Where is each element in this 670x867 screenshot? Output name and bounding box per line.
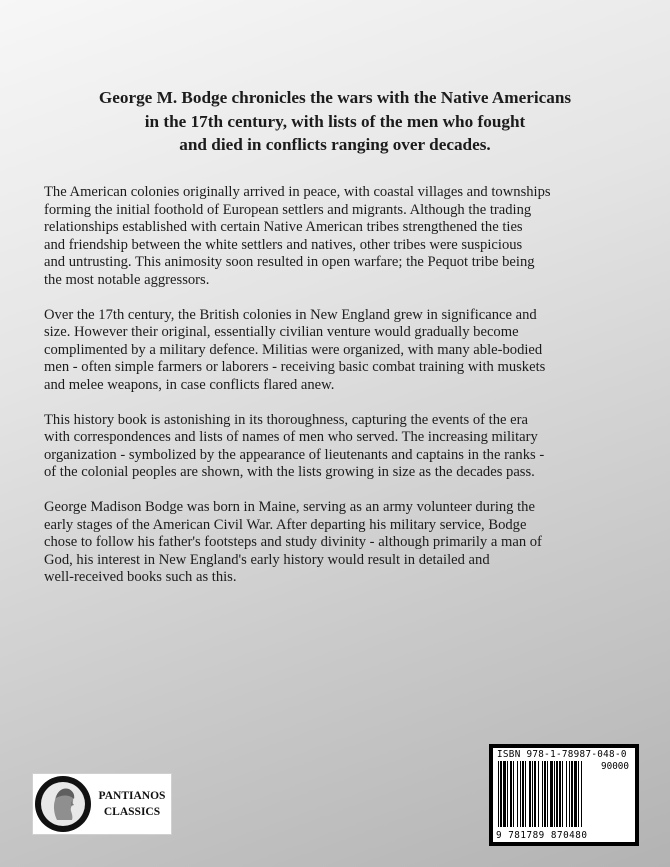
text-line: God, his interest in New England's early history would result in detailed and bbox=[44, 551, 490, 568]
text-line: complimented by a military defence. Militias were organized, with many able-bodied bbox=[44, 341, 543, 358]
text-line: relationships established with certain Native American tribes strengthened the ties bbox=[44, 219, 523, 236]
text-line: and untrusting. This animosity soon resulted in open warfare; the Pequot tribe being bbox=[44, 254, 535, 271]
text-line: early stages of the American Civil War. After departing his military service, Bodge bbox=[44, 516, 527, 533]
text-line: men - often simple farmers or laborers - receiving basic combat training with muskets bbox=[44, 359, 546, 376]
isbn-label: ISBN 978-1-78987-048-0 bbox=[497, 749, 627, 760]
text-line: organization - symbolized by the appearance of lieutenants and captains in the ranks - bbox=[44, 446, 545, 463]
text-line: of the colonial peoples are shown, with the lists growing in size as the decades pass. bbox=[44, 464, 535, 481]
publisher-logo bbox=[32, 773, 172, 835]
text-line: size. However their original, essentially civilian venture would gradually become bbox=[44, 324, 519, 341]
text-line: well-received books such as this. bbox=[44, 569, 237, 586]
text-line: the most notable aggressors. bbox=[44, 271, 210, 288]
text-line: and friendship between the white settlers and natives, other tribes were suspicious bbox=[44, 236, 523, 253]
price-code: 90000 bbox=[601, 761, 629, 772]
barcode-bars bbox=[497, 761, 601, 829]
text-line: chose to follow his father's footsteps and study divinity - although primarily a man of bbox=[44, 534, 542, 551]
headline-line: and died in conflicts ranging over decades. bbox=[179, 135, 491, 154]
blurb-body bbox=[44, 184, 634, 604]
text-line: Over the 17th century, the British colonies in New England grew in significance and bbox=[44, 306, 537, 323]
barcode-panel bbox=[493, 748, 635, 842]
headline bbox=[40, 86, 630, 157]
headline-line: George M. Bodge chronicles the wars with the Native Americans bbox=[98, 88, 572, 107]
publisher-name bbox=[95, 788, 169, 820]
text-line: George Madison Bodge was born in Maine, serving as an army volunteer during the bbox=[44, 498, 535, 515]
publisher-name-line: CLASSICS bbox=[103, 806, 161, 818]
paragraph-militias bbox=[44, 307, 634, 395]
isbn-barcode bbox=[489, 744, 639, 846]
paragraph-colonies bbox=[44, 184, 634, 290]
text-line: forming the initial foothold of European settlers and migrants. Although the trading bbox=[44, 201, 532, 218]
text-line: This history book is astonishing in its thoroughness, capturing the events of the era bbox=[44, 411, 528, 428]
text-line: with correspondences and lists of names of men who served. The increasing military bbox=[44, 429, 538, 446]
headline-line: in the 17th century, with lists of the men who fought bbox=[144, 111, 526, 131]
text-line: and melee weapons, in case conflicts flared anew. bbox=[44, 376, 335, 393]
barcode-digits: 9 781789 870480 bbox=[496, 830, 588, 841]
publisher-name-line: PANTIANOS bbox=[98, 790, 166, 802]
paragraph-history-book bbox=[44, 412, 634, 482]
paragraph-author-bio bbox=[44, 499, 634, 587]
text-line: The American colonies originally arrived in peace, with coastal villages and townships bbox=[44, 184, 551, 200]
classical-bust-portrait-icon bbox=[35, 776, 91, 832]
